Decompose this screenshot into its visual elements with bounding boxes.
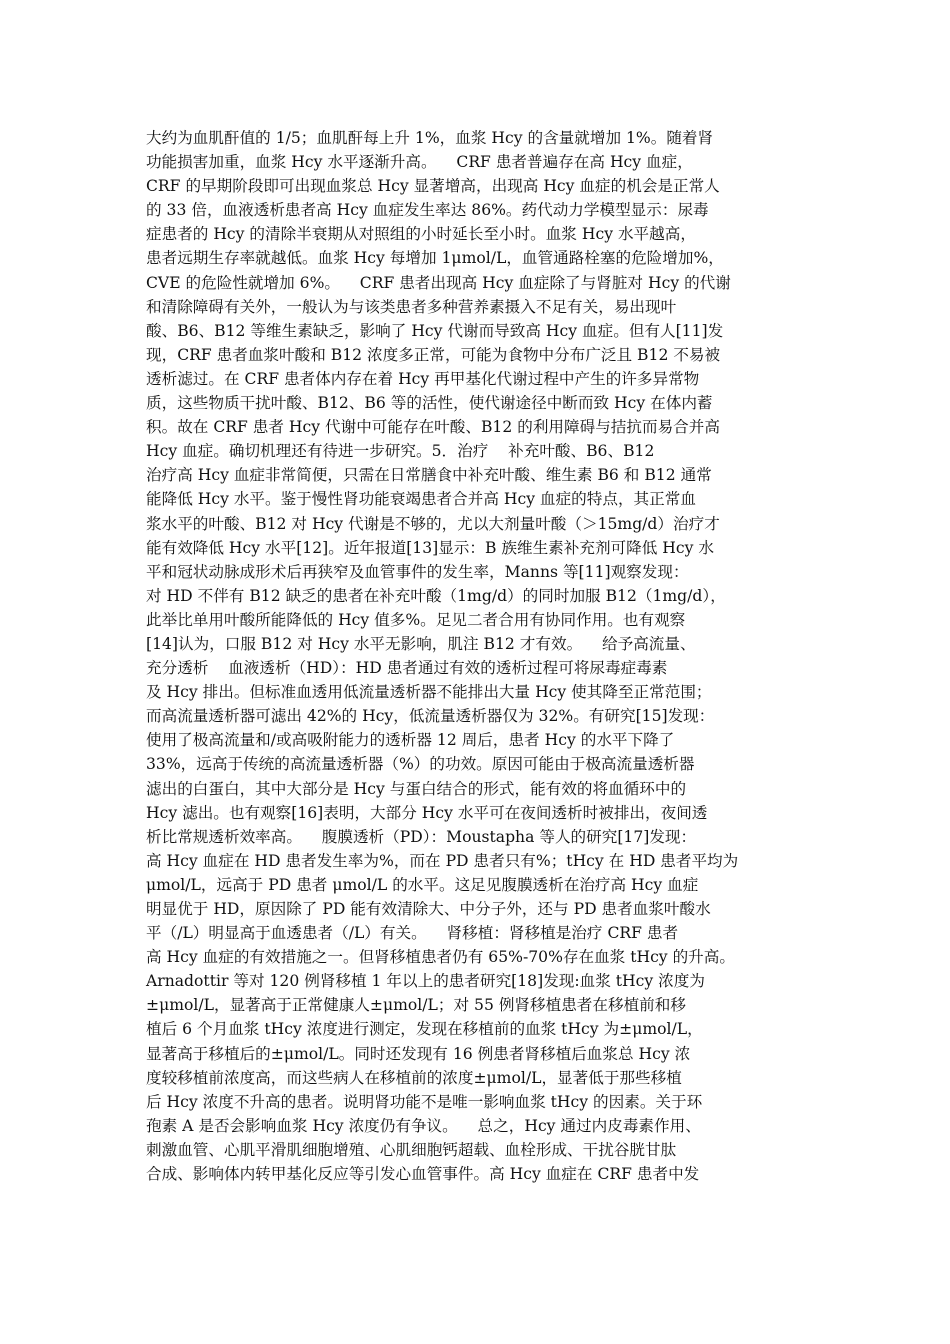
text-line: Hcy 滤出。也有观察[16]表明，大部分 Hcy 水平可在夜间透析时被排出，夜间透 [146, 803, 708, 822]
text-line: 滤出的白蛋白，其中大部分是 Hcy 与蛋白结合的形式，能有效的将血循环中的 [146, 779, 687, 798]
body-text [146, 126, 826, 1186]
text-line: 高 Hcy 血症在 HD 患者发生率为%，而在 PD 患者只有%；tHcy 在 HD 患者平均为 [146, 851, 739, 870]
text-line: 平和冠状动脉成形术后再狭窄及血管事件的发生率，Manns 等[11]观察发现： [146, 562, 689, 581]
text-line: 使用了极高流量和/或高吸附能力的透析器 12 周后，患者 Hcy 的水平下降了 [146, 731, 675, 750]
text-line: 的 33 倍，血液透析患者高 Hcy 血症发生率达 86%。药代动力学模型显示：尿毒 [146, 201, 709, 220]
text-line: 症患者的 Hcy 的清除半衰期从对照组的小时延长至小时。血浆 Hcy 水平越高， [146, 225, 696, 244]
text-line: 合成、影响体内转甲基化反应等引发心血管事件。高 Hcy 血症在 CRF 患者中发 [146, 1165, 700, 1184]
text-line: μmol/L，远高于 PD 患者 μmol/L 的水平。这足见腹膜透析在治疗高 Hcy 血症 [146, 875, 699, 894]
text-line: 孢素 A 是否会影响血浆 Hcy 浓度仍有争议。 总之，Hcy 通过内皮毒素作用、 [146, 1116, 701, 1135]
text-line: 能降低 Hcy 水平。鉴于慢性肾功能衰竭患者合并高 Hcy 血症的特点，其正常血 [146, 490, 696, 509]
text-line: 后 Hcy 浓度不升高的患者。说明肾功能不是唯一影响血浆 tHcy 的因素。关于环 [146, 1092, 703, 1111]
text-line: CVE 的危险性就增加 6%。 CRF 患者出现高 Hcy 血症除了与肾脏对 Hcy 的代谢 [146, 273, 731, 292]
text-line: 高 Hcy 血症的有效措施之一。但肾移植患者仍有 65%-70%存在血浆 tHcy 的升高。 [146, 948, 735, 967]
text-line: 浆水平的叶酸、B12 对 Hcy 代谢是不够的，尤以大剂量叶酸（＞15mg/d）治疗才 [146, 514, 720, 533]
text-line: 和清除障碍有关外，一般认为与该类患者多种营养素摄入不足有关，易出现叶 [146, 297, 677, 316]
text-line: 析比常规透析效率高。 腹膜透析（PD）：Moustapha 等人的研究[17]发现： [146, 827, 697, 846]
text-line: 积。故在 CRF 患者 Hcy 代谢中可能存在叶酸、B12 的利用障碍与拮抗而易合并高 [146, 418, 720, 437]
text-line: 酸、B6、B12 等维生素缺乏，影响了 Hcy 代谢而导致高 Hcy 血症。但有人[11]发 [146, 321, 724, 340]
text-line: 患者远期生存率就越低。血浆 Hcy 每增加 1μmol/L，血管通路栓塞的危险增加%， [146, 249, 724, 268]
text-line: 此举比单用叶酸所能降低的 Hcy 值多%。足见二者合用有协同作用。也有观察 [146, 610, 686, 629]
text-line: 透析滤过。在 CRF 患者体内存在着 Hcy 再甲基化代谢过程中产生的许多异常物 [146, 369, 700, 388]
text-line: Arnadottir 等对 120 例肾移植 1 年以上的患者研究[18]发现:血浆 tHcy 浓度为 [146, 972, 705, 991]
text-line: 及 Hcy 排出。但标准血透用低流量透析器不能排出大量 Hcy 使其降至正常范围； [146, 683, 712, 702]
text-line: [14]认为，口服 B12 对 Hcy 水平无影响，肌注 B12 才有效。 给予高流量、 [146, 634, 696, 653]
text-line: 大约为血肌酐值的 1/5；血肌酐每上升 1%，血浆 Hcy 的含量就增加 1%。随着肾 [146, 129, 714, 147]
text-line: ±μmol/L，显著高于正常健康人±μmol/L；对 55 例肾移植患者在移植前和移 [146, 996, 686, 1015]
text-line: 33%，远高于传统的高流量透析器（%）的功效。原因可能由于极高流量透析器 [146, 755, 695, 774]
text-line: 治疗高 Hcy 血症非常简便，只需在日常膳食中补充叶酸、维生素 B6 和 B12 通常 [146, 466, 712, 485]
text-line: 而高流量透析器可滤出 42%的 Hcy，低流量透析器仅为 32%。有研究[15]发现： [146, 707, 715, 726]
text-line: 现，CRF 患者血浆叶酸和 B12 浓度多正常，可能为食物中分布广泛且 B12 不易被 [146, 345, 721, 364]
text-line: 质，这些物质干扰叶酸、B12、B6 等的活性，使代谢途径中断而致 Hcy 在体内蓄 [146, 394, 713, 413]
text-line: 对 HD 不伴有 B12 缺乏的患者在补充叶酸（1mg/d）的同时加服 B12（1mg/d）， [146, 586, 726, 605]
text-line: 能有效降低 Hcy 水平[12]。近年报道[13]显示：B 族维生素补充剂可降低 Hcy 水 [146, 538, 714, 557]
text-line: CRF 的早期阶段即可出现血浆总 Hcy 显著增高，出现高 Hcy 血症的机会是正常人 [146, 177, 720, 196]
text-line: 刺激血管、心肌平滑肌细胞增殖、心肌细胞钙超载、血栓形成、干扰谷胱甘肽 [146, 1140, 677, 1159]
text-line: 植后 6 个月血浆 tHcy 浓度进行测定，发现在移植前的血浆 tHcy 为±μmol/L， [146, 1020, 703, 1039]
text-line: 度较移植前浓度高，而这些病人在移植前的浓度±μmol/L，显著低于那些移植 [146, 1068, 682, 1087]
text-line: 平（/L）明显高于血透患者（/L）有关。 肾移植：肾移植是治疗 CRF 患者 [146, 924, 679, 943]
text-line: 明显优于 HD，原因除了 PD 能有效清除大、中分子外，还与 PD 患者血浆叶酸水 [146, 900, 711, 918]
text-line: 显著高于移植后的±μmol/L。同时还发现有 16 例患者肾移植后血浆总 Hcy 浓 [146, 1044, 691, 1063]
text-line: 功能损害加重，血浆 Hcy 水平逐渐升高。 CRF 患者普遍存在高 Hcy 血症， [146, 153, 693, 172]
text-line: Hcy 血症。确切机理还有待进一步研究。5．治疗 补充叶酸、B6、B12 [146, 442, 655, 461]
text-line: 充分透析 血液透析（HD）：HD 患者通过有效的透析过程可将尿毒症毒素 [146, 659, 668, 678]
